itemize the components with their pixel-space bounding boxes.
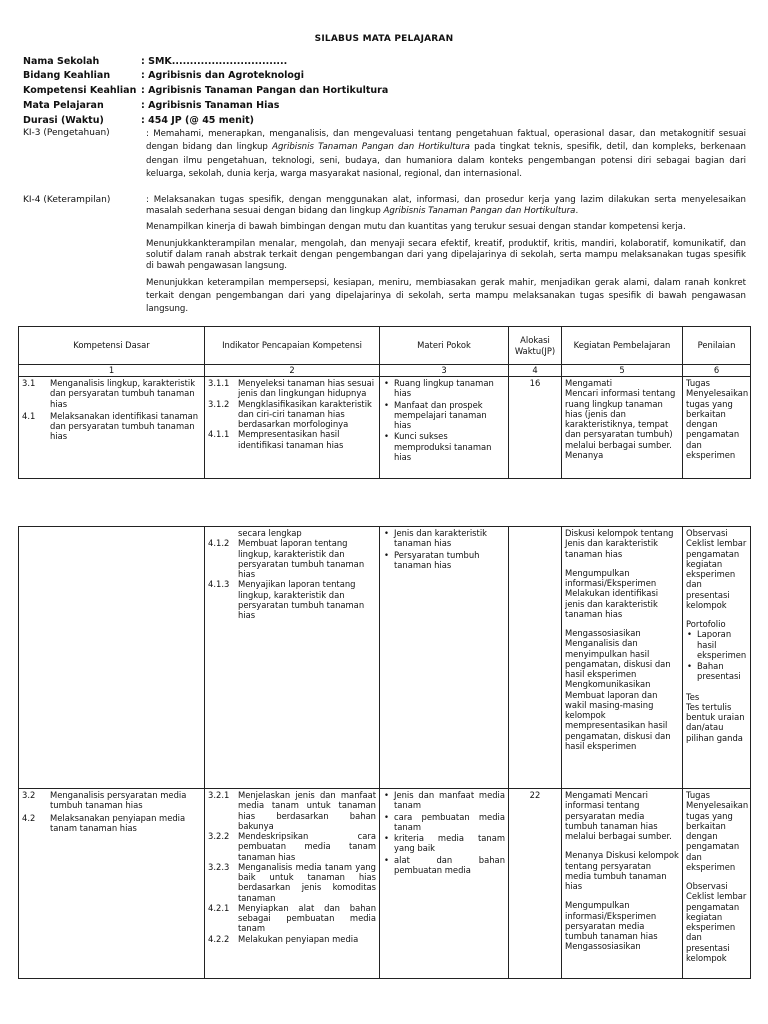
kegiatan-cell: Mengamati Mencari informasi tentang ruang lingkup tanaman hias (jenis dan karakteristiknya, tempat dan persyaratan tumbuh) melalui berbagai sumber. Menanya	[562, 377, 683, 479]
ki3-text: : Memahami, menerapkan, menganalisis, dan mengevaluasi tentang pengetahuan faktual, operasional dasar, dan metakognitif sesuai dengan bidang dan lingkup Agribisnis Tanaman Pangan dan Hortikultura pada tingkat teknis, spesifik, detil, dan kompleks, berkenaan dengan ilmu pengetahuan, teknologi, seni, budaya, dan humaniora dalam konteks pengembangan potensi diri sebagai bagian dari keluarga, sekolah, dunia kerja, warga masyarakat nasional, regional, dan internasional.	[146, 129, 746, 179]
header-indikator: Indikator Pencapaian Kompetensi	[205, 327, 380, 365]
kd-item: 3.1 Menganalisis lingkup, karakteristik dan persyaratan tumbuh tanaman hias	[22, 378, 196, 409]
indikator-item: 3.2.3 Menganalisis media tanam yang baik untuk tanaman hias berdasarkan jenis komoditas tanaman	[208, 861, 376, 903]
identity-key: Mata Pelajaran	[23, 100, 104, 111]
ki3-label: KI-3 (Pengetahuan)	[23, 128, 110, 138]
column-number: 6	[683, 365, 751, 377]
penilaian-cell: Tugas Menyelesaikan tugas yang berkaitan dengan pengamatan dan eksperimen	[683, 377, 751, 479]
table-row	[19, 789, 751, 979]
column-number: 4	[509, 365, 562, 377]
penilaian-cell: Tugas Menyelesaikan tugas yang berkaitan dengan pengamatan dan eksperimen Observasi Ceklist lembar pengamatan kegiatan eksperimen dan presentasi kelompok	[683, 789, 751, 979]
kegiatan-cell: Diskusi kelompok tentang Jenis dan karakteristik tanaman hias Mengumpulkan informasi/Eksperimen Melakukan identifikasi jenis dan karakteristik tanaman hias Mengassosiasikan Menganalisis dan menyimpulkan hasil pengamatan, diskusi dan hasil eksperimen Mengkomunikasikan Membuat laporan dan wakil masing-masing kelompok mempresentasikan hasil pengamatan, diskusi dan hasil eksperimen	[562, 527, 683, 789]
ki4-text: : Melaksanakan tugas spesifik, dengan menggunakan alat, informasi, dan prosedur kerja yang lazim dilakukan serta menyelesaikan masalah sederhana sesuai dengan bidang dan lingkup Agribisnis Tanaman Pangan dan Hortikultura. Menampilkan kinerja di bawah bimbingan dengan mutu dan kuantitas yang terukur sesuai dengan standar kompetensi kerja. Menunjukkankterampilan menalar, mengolah, dan menyaji secara efektif, kreatif, produktif, kritis, mandiri, kolaboratif, komunikatif, dan solutif dalam ranah abstrak terkait dengan pengembangan dari yang dipelajarinya di sekolah, serta mampu melaksanakan tugas spesifik di bawah pengawasan langsung. Menunjukkan keterampilan mempersepsi, kesiapan, meniru, membiasakan gerak mahir, menjadikan gerak alami, dalam ranah konkret terkait dengan pengembangan dari yang dipelajarinya di sekolah, serta mampu melaksanakan tugas spesifik di bawah pengawasan langsung.	[146, 195, 746, 314]
identity-key: Nama Sekolah	[23, 56, 100, 67]
materi-cell	[380, 377, 509, 479]
syllabus-table-top	[18, 326, 751, 479]
header-kegiatan: Kegiatan Pembelajaran	[562, 327, 683, 365]
header-penilaian: Penilaian	[683, 327, 751, 365]
header-materi-pokok: Materi Pokok	[380, 327, 509, 365]
indikator-cell: secara lengkap 4.1.2 Membuat laporan tentang lingkup, karakteristik dan persyaratan tumbuh tanaman hias 4.1.3 Menyajikan laporan tentang lingkup, karakteristik dan persyaratan tumbuh tanaman hias	[205, 527, 380, 789]
kd-cell	[19, 789, 205, 979]
column-number: 1	[19, 365, 205, 377]
alokasi-cell	[509, 527, 562, 789]
indikator-item: 4.1.2 Membuat laporan tentang lingkup, karakteristik dan persyaratan tumbuh tanaman hias	[208, 538, 365, 579]
header-alokasi-waktu: Alokasi Waktu(JP)	[509, 327, 562, 365]
identity-value: : SMK................................	[141, 56, 288, 67]
identity-key: Kompetensi Keahlian	[23, 85, 137, 96]
indikator-item: 4.2.2 Melakukan penyiapan media	[208, 933, 359, 944]
kd-item: 4.2 Melaksanakan penyiapan media tanam tanaman hias	[22, 812, 186, 833]
identity-value: : Agribisnis Tanaman Hias	[141, 100, 280, 111]
identity-row	[23, 56, 287, 68]
identity-value: : Agribisnis dan Agroteknologi	[141, 70, 304, 81]
materi-item: • Ruang lingkup tanaman hias	[383, 378, 505, 399]
kd-cell	[19, 527, 205, 789]
identity-row	[23, 115, 254, 127]
indikator-cell	[205, 377, 380, 479]
indikator-item: 3.1.1 Menyeleksi tanaman hias sesuai jenis dan lingkungan hidupnya	[208, 378, 375, 399]
column-number: 5	[562, 365, 683, 377]
indikator-item: 3.2.1 Menjelaskan jenis dan manfaat media tanam untuk tanaman hias berdasarkan bahan bakunya	[208, 790, 376, 831]
table-header-row	[19, 327, 751, 365]
identity-value: : 454 JP (@ 45 menit)	[141, 115, 254, 126]
syllabus-table-bottom	[18, 526, 751, 979]
column-number-row	[19, 365, 751, 377]
materi-item: • Manfaat dan prospek mempelajari tanaman hias	[383, 400, 505, 431]
indikator-item: 4.2.1 Menyiapkan alat dan bahan sebagai pembuatan media tanam	[208, 902, 376, 934]
indikator-item: 3.1.2 Mengklasifikasikan karakteristik dan ciri-ciri tanaman hias berdasarkan morfologinya	[208, 398, 372, 429]
kd-cell	[19, 377, 205, 479]
materi-item: • Persyaratan tumbuh tanaman hias	[383, 550, 505, 571]
alokasi-cell: 16	[509, 377, 562, 479]
table-row	[19, 377, 751, 479]
identity-row	[23, 70, 304, 82]
table-row	[19, 527, 751, 789]
ki4-label: KI-4 (Keterampilan)	[23, 195, 111, 205]
identity-row	[23, 100, 279, 112]
materi-item: • Kunci sukses memproduksi tanaman hias	[383, 431, 505, 462]
materi-item: • Jenis dan manfaat media tanam	[383, 790, 505, 811]
kd-item: 3.2 Menganalisis persyaratan media tumbuh tanaman hias	[22, 790, 187, 811]
indikator-item: 4.1.1 Mempresentasikan hasil identifikasi tanaman hias	[208, 429, 344, 450]
materi-cell	[380, 527, 509, 789]
materi-cell	[380, 789, 509, 979]
materi-item: • kriteria media tanam yang baik	[383, 833, 505, 854]
document-title: SILABUS MATA PELAJARAN	[314, 34, 454, 44]
header-kompetensi-dasar: Kompetensi Dasar	[19, 327, 205, 365]
column-number: 2	[205, 365, 380, 377]
materi-item: • Jenis dan karakteristik tanaman hias	[383, 528, 505, 549]
kd-item: 4.1 Melaksanakan identifikasi tanaman dan persyaratan tumbuh tanaman hias	[22, 410, 199, 442]
materi-item: • alat dan bahan pembuatan media	[383, 855, 505, 876]
identity-row	[23, 85, 388, 97]
penilaian-cell: Observasi Ceklist lembar pengamatan kegiatan eksperimen dan presentasi kelompok Portofolio • Laporan hasil eksperimen • Bahan presentasi Tes Tes tertulis bentuk uraian dan/atau pilihan ganda	[683, 527, 751, 789]
indikator-item: 4.1.3 Menyajikan laporan tentang lingkup, karakteristik dan persyaratan tumbuh tanaman hias	[208, 579, 365, 620]
alokasi-cell: 22	[509, 789, 562, 979]
indikator-item: 3.2.2 Mendeskripsikan cara pembuatan media tanam tanaman hias	[208, 831, 376, 862]
identity-value: : Agribisnis Tanaman Pangan dan Hortikultura	[141, 85, 389, 96]
identity-key: Bidang Keahlian	[23, 70, 111, 81]
identity-key: Durasi (Waktu)	[23, 115, 104, 126]
indikator-cell	[205, 789, 380, 979]
materi-item: • cara pembuatan media tanam	[383, 812, 505, 833]
column-number: 3	[380, 365, 509, 377]
kegiatan-cell: Mengamati Mencari informasi tentang persyaratan media tumbuh tanaman hias melalui berbagai sumber. Menanya Diskusi kelompok tentang persyaratan media tumbuh tanaman hias Mengumpulkan informasi/Eksperimen persyaratan media tumbuh tanaman hias Mengassosiasikan	[562, 789, 683, 979]
